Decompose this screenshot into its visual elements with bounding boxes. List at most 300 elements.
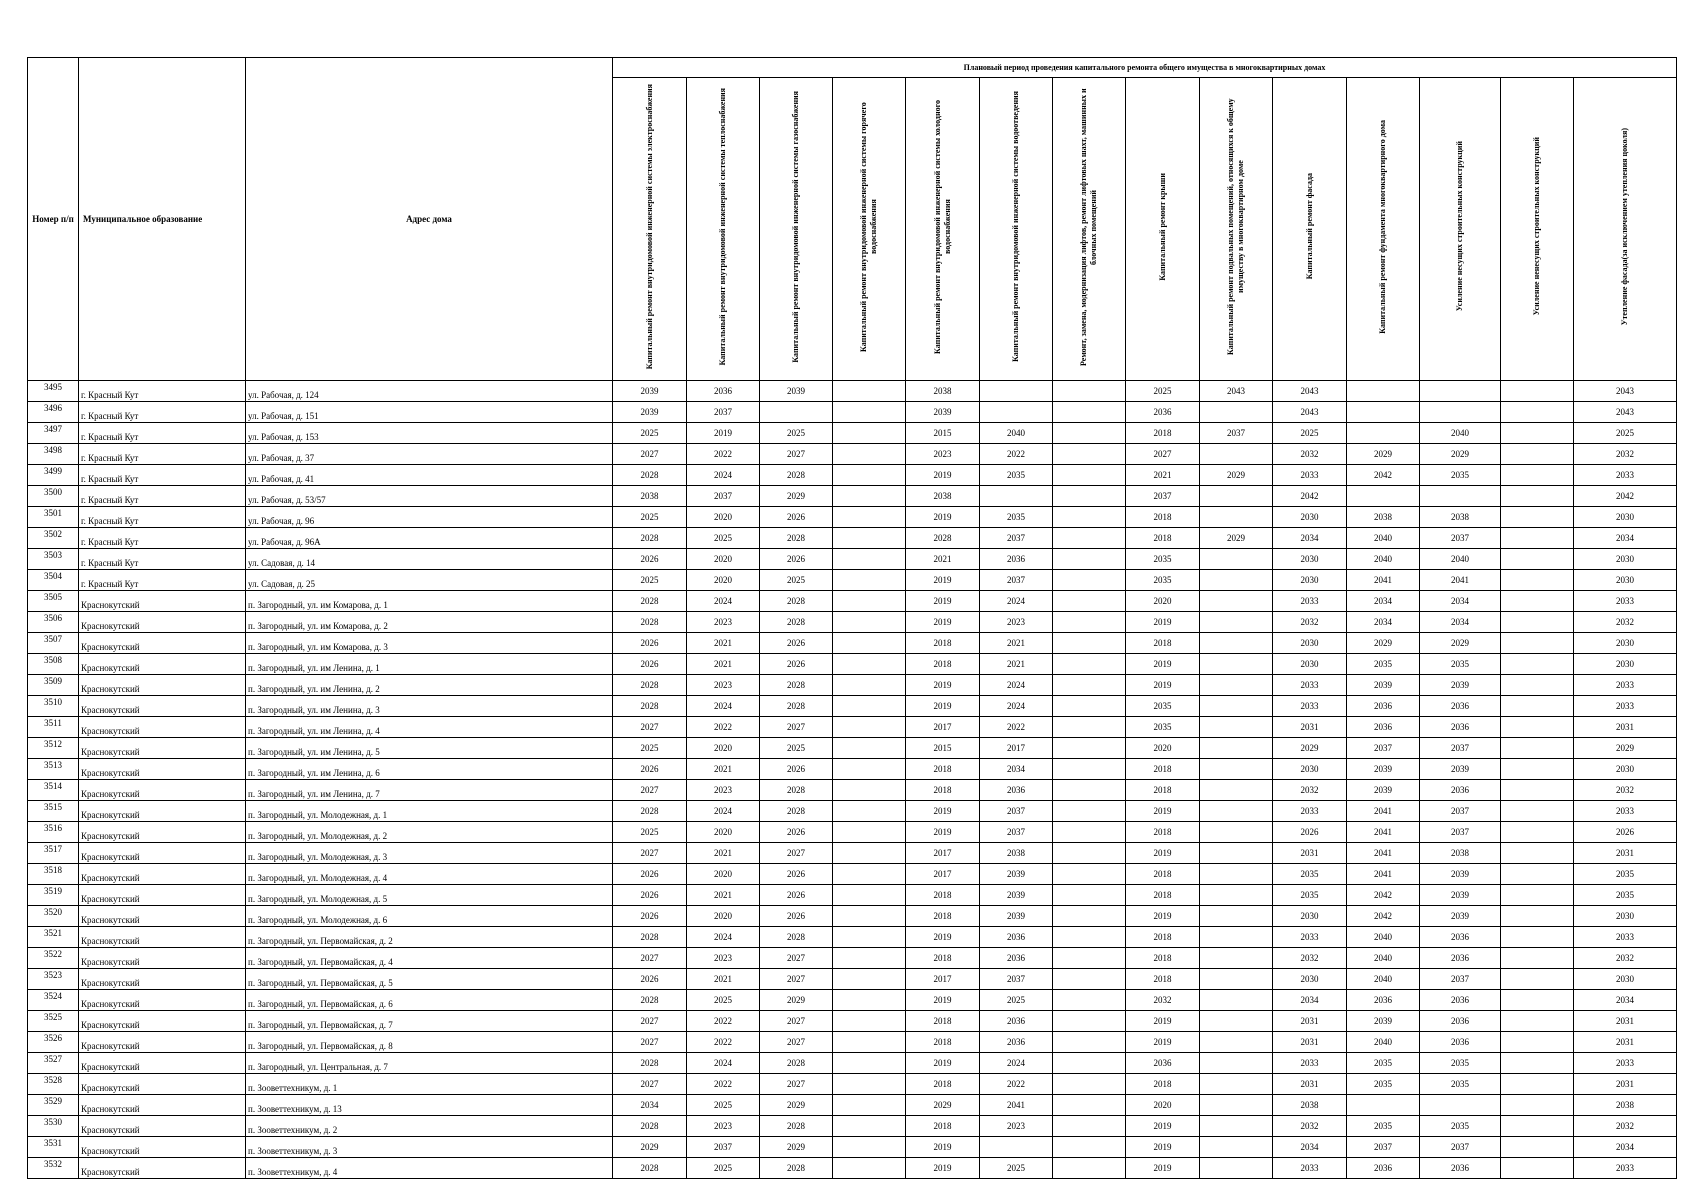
year-cell: 2036 xyxy=(980,948,1053,969)
year-cell: 2025 xyxy=(760,423,833,444)
year-cell: 2023 xyxy=(906,444,980,465)
year-cell: 2030 xyxy=(1273,906,1347,927)
municipality-cell: г. Красный Кут xyxy=(79,444,246,465)
row-number-cell: 3514 xyxy=(28,780,79,801)
year-cell: 2026 xyxy=(613,759,687,780)
year-cell xyxy=(1420,1095,1501,1116)
municipality-cell: Краснокутский xyxy=(79,990,246,1011)
municipality-cell: Краснокутский xyxy=(79,1095,246,1116)
year-cell: 2042 xyxy=(1347,906,1420,927)
year-cell: 2027 xyxy=(613,717,687,738)
year-cell xyxy=(833,738,906,759)
year-cell: 2037 xyxy=(1420,1137,1501,1158)
address-cell: п. Загородный, ул. им Ленина, д. 4 xyxy=(246,717,613,738)
year-cell: 2030 xyxy=(1273,507,1347,528)
year-cell: 2019 xyxy=(906,696,980,717)
year-cell xyxy=(1501,927,1574,948)
year-cell xyxy=(833,591,906,612)
year-cell xyxy=(833,969,906,990)
municipality-cell: г. Красный Кут xyxy=(79,507,246,528)
year-cell: 2028 xyxy=(760,1053,833,1074)
year-cell: 2035 xyxy=(1126,717,1200,738)
year-cell: 2019 xyxy=(906,801,980,822)
row-number-cell: 3523 xyxy=(28,969,79,990)
year-cell xyxy=(833,843,906,864)
year-cell: 2019 xyxy=(1126,654,1200,675)
address-cell: п. Загородный, ул. Первомайская, д. 6 xyxy=(246,990,613,1011)
year-cell: 2026 xyxy=(760,549,833,570)
year-cell xyxy=(833,717,906,738)
municipality-cell: г. Красный Кут xyxy=(79,486,246,507)
year-cell xyxy=(1053,612,1126,633)
row-number-cell: 3531 xyxy=(28,1137,79,1158)
header-col-label: Утепление фасада(за исключением утепления цоколя) xyxy=(1620,127,1629,326)
municipality-cell: Краснокутский xyxy=(79,591,246,612)
address-cell: ул. Рабочая, д. 53/57 xyxy=(246,486,613,507)
year-cell xyxy=(1200,906,1273,927)
year-cell xyxy=(1501,1095,1574,1116)
table-row xyxy=(28,486,1677,507)
year-cell: 2018 xyxy=(906,633,980,654)
year-cell: 2036 xyxy=(980,927,1053,948)
year-cell: 2026 xyxy=(1574,822,1677,843)
year-cell: 2036 xyxy=(687,381,760,402)
year-cell xyxy=(1420,402,1501,423)
year-cell: 2031 xyxy=(1273,1011,1347,1032)
year-cell: 2035 xyxy=(1420,1053,1501,1074)
year-cell: 2030 xyxy=(1574,549,1677,570)
year-cell: 2027 xyxy=(760,1011,833,1032)
year-cell xyxy=(833,1053,906,1074)
header-col-elevators xyxy=(1053,78,1126,381)
year-cell: 2024 xyxy=(980,696,1053,717)
year-cell xyxy=(1200,549,1273,570)
year-cell: 2019 xyxy=(906,1053,980,1074)
year-cell: 2018 xyxy=(906,906,980,927)
year-cell xyxy=(833,759,906,780)
year-cell: 2018 xyxy=(1126,885,1200,906)
year-cell: 2018 xyxy=(1126,822,1200,843)
year-cell: 2037 xyxy=(980,822,1053,843)
year-cell: 2029 xyxy=(760,1137,833,1158)
year-cell: 2029 xyxy=(760,990,833,1011)
year-cell: 2039 xyxy=(613,402,687,423)
year-cell: 2028 xyxy=(613,675,687,696)
row-number-cell: 3509 xyxy=(28,675,79,696)
header-col-label: Усиление несущих строительных конструкций xyxy=(1455,141,1464,312)
year-cell xyxy=(1501,1074,1574,1095)
year-cell: 2024 xyxy=(687,1053,760,1074)
address-cell: п. Зооветтехникум, д. 3 xyxy=(246,1137,613,1158)
year-cell: 2031 xyxy=(1273,843,1347,864)
year-cell xyxy=(1501,1011,1574,1032)
year-cell: 2030 xyxy=(1574,570,1677,591)
year-cell: 2038 xyxy=(1420,507,1501,528)
year-cell: 2031 xyxy=(1273,1032,1347,1053)
address-cell: п. Загородный, ул. им Ленина, д. 5 xyxy=(246,738,613,759)
row-number-cell: 3503 xyxy=(28,549,79,570)
year-cell: 2031 xyxy=(1273,717,1347,738)
year-cell: 2027 xyxy=(613,1074,687,1095)
table-row xyxy=(28,843,1677,864)
year-cell: 2036 xyxy=(1347,1158,1420,1179)
year-cell: 2032 xyxy=(1574,948,1677,969)
table-row xyxy=(28,1053,1677,1074)
year-cell: 2034 xyxy=(980,759,1053,780)
table-row xyxy=(28,570,1677,591)
row-number-cell: 3502 xyxy=(28,528,79,549)
year-cell xyxy=(760,402,833,423)
municipality-cell: Краснокутский xyxy=(79,1053,246,1074)
year-cell: 2028 xyxy=(613,1116,687,1137)
row-number-cell: 3528 xyxy=(28,1074,79,1095)
year-cell xyxy=(833,486,906,507)
year-cell xyxy=(1501,759,1574,780)
year-cell xyxy=(1200,633,1273,654)
year-cell xyxy=(1347,1095,1420,1116)
municipality-cell: Краснокутский xyxy=(79,738,246,759)
header-row-number: Номер п/п xyxy=(28,58,79,381)
year-cell: 2028 xyxy=(760,591,833,612)
table-row xyxy=(28,1032,1677,1053)
year-cell: 2033 xyxy=(1273,465,1347,486)
table-row xyxy=(28,822,1677,843)
address-cell: ул. Рабочая, д. 151 xyxy=(246,402,613,423)
year-cell: 2036 xyxy=(1420,717,1501,738)
year-cell: 2039 xyxy=(1347,1011,1420,1032)
table-row xyxy=(28,1116,1677,1137)
row-number-cell: 3525 xyxy=(28,1011,79,1032)
table-row xyxy=(28,675,1677,696)
address-cell: п. Загородный, ул. Молодежная, д. 6 xyxy=(246,906,613,927)
year-cell: 2033 xyxy=(1574,1053,1677,1074)
year-cell: 2038 xyxy=(980,843,1053,864)
address-cell: ул. Рабочая, д. 96А xyxy=(246,528,613,549)
year-cell xyxy=(833,402,906,423)
year-cell: 2042 xyxy=(1347,885,1420,906)
municipality-cell: Краснокутский xyxy=(79,1032,246,1053)
municipality-cell: Краснокутский xyxy=(79,717,246,738)
year-cell: 2022 xyxy=(980,1074,1053,1095)
year-cell: 2040 xyxy=(1347,948,1420,969)
address-cell: п. Загородный, ул. Первомайская, д. 2 xyxy=(246,927,613,948)
year-cell: 2030 xyxy=(1574,507,1677,528)
year-cell xyxy=(1501,381,1574,402)
year-cell: 2034 xyxy=(1273,528,1347,549)
year-cell: 2030 xyxy=(1574,654,1677,675)
header-col-label: Ремонт, замена, модернизация лифтов, ремонт лифтовых шахт, машинных и блочных помещений xyxy=(1079,87,1098,366)
year-cell xyxy=(1501,1032,1574,1053)
year-cell: 2027 xyxy=(760,1032,833,1053)
year-cell: 2037 xyxy=(980,969,1053,990)
year-cell: 2035 xyxy=(1420,1116,1501,1137)
municipality-cell: Краснокутский xyxy=(79,1116,246,1137)
address-cell: п. Загородный, ул. Первомайская, д. 5 xyxy=(246,969,613,990)
year-cell: 2026 xyxy=(760,633,833,654)
header-address: Адрес дома xyxy=(246,58,613,381)
year-cell: 2043 xyxy=(1200,381,1273,402)
year-cell xyxy=(1347,402,1420,423)
year-cell: 2036 xyxy=(1420,696,1501,717)
year-cell: 2022 xyxy=(980,444,1053,465)
year-cell: 2035 xyxy=(1420,654,1501,675)
table-row xyxy=(28,885,1677,906)
year-cell xyxy=(833,654,906,675)
year-cell: 2025 xyxy=(980,1158,1053,1179)
year-cell: 2027 xyxy=(1126,444,1200,465)
year-cell: 2031 xyxy=(1574,1074,1677,1095)
year-cell: 2034 xyxy=(1273,1137,1347,1158)
address-cell: ул. Садовая, д. 14 xyxy=(246,549,613,570)
year-cell: 2041 xyxy=(1347,801,1420,822)
year-cell: 2015 xyxy=(906,423,980,444)
header-col-facade-insulation xyxy=(1574,78,1677,381)
year-cell: 2025 xyxy=(687,1095,760,1116)
year-cell: 2033 xyxy=(1273,1053,1347,1074)
year-cell xyxy=(833,948,906,969)
capital-repair-schedule-table xyxy=(27,57,1677,1179)
table-row xyxy=(28,612,1677,633)
year-cell xyxy=(1501,1158,1574,1179)
year-cell xyxy=(833,906,906,927)
year-cell xyxy=(833,1074,906,1095)
year-cell: 2019 xyxy=(1126,906,1200,927)
year-cell: 2025 xyxy=(1574,423,1677,444)
row-number-cell: 3517 xyxy=(28,843,79,864)
municipality-cell: Краснокутский xyxy=(79,843,246,864)
year-cell xyxy=(833,1032,906,1053)
year-cell: 2018 xyxy=(1126,969,1200,990)
year-cell: 2037 xyxy=(1420,801,1501,822)
year-cell: 2030 xyxy=(1273,759,1347,780)
year-cell: 2029 xyxy=(1574,738,1677,759)
year-cell: 2028 xyxy=(760,528,833,549)
year-cell: 2034 xyxy=(1574,528,1677,549)
year-cell: 2018 xyxy=(906,1116,980,1137)
header-col-basement xyxy=(1200,78,1273,381)
year-cell: 2033 xyxy=(1574,591,1677,612)
year-cell: 2028 xyxy=(613,1158,687,1179)
year-cell: 2027 xyxy=(760,717,833,738)
year-cell xyxy=(1053,759,1126,780)
year-cell: 2026 xyxy=(613,864,687,885)
row-number-cell: 3519 xyxy=(28,885,79,906)
year-cell: 2020 xyxy=(687,864,760,885)
year-cell xyxy=(833,444,906,465)
table-row xyxy=(28,1074,1677,1095)
municipality-cell: Краснокутский xyxy=(79,654,246,675)
year-cell xyxy=(1501,948,1574,969)
year-cell xyxy=(1053,1116,1126,1137)
year-cell: 2018 xyxy=(1126,948,1200,969)
year-cell: 2033 xyxy=(1574,675,1677,696)
address-cell: п. Загородный, ул. Молодежная, д. 1 xyxy=(246,801,613,822)
year-cell: 2030 xyxy=(1273,549,1347,570)
table-row xyxy=(28,591,1677,612)
year-cell: 2037 xyxy=(1420,822,1501,843)
table-row xyxy=(28,528,1677,549)
table-row xyxy=(28,507,1677,528)
year-cell: 2036 xyxy=(980,1032,1053,1053)
year-cell: 2042 xyxy=(1574,486,1677,507)
municipality-cell: г. Красный Кут xyxy=(79,549,246,570)
row-number-cell: 3507 xyxy=(28,633,79,654)
address-cell: ул. Рабочая, д. 124 xyxy=(246,381,613,402)
year-cell xyxy=(833,507,906,528)
year-cell xyxy=(1200,402,1273,423)
year-cell: 2029 xyxy=(906,1095,980,1116)
year-cell xyxy=(1200,1137,1273,1158)
year-cell xyxy=(833,1095,906,1116)
year-cell: 2031 xyxy=(1574,843,1677,864)
year-cell: 2041 xyxy=(1347,864,1420,885)
year-cell: 2036 xyxy=(1420,1011,1501,1032)
year-cell: 2032 xyxy=(1273,780,1347,801)
year-cell xyxy=(1200,969,1273,990)
year-cell: 2024 xyxy=(687,465,760,486)
year-cell: 2026 xyxy=(760,654,833,675)
address-cell: п. Загородный, ул. Первомайская, д. 8 xyxy=(246,1032,613,1053)
address-cell: ул. Садовая, д. 25 xyxy=(246,570,613,591)
year-cell: 2018 xyxy=(1126,528,1200,549)
year-cell: 2022 xyxy=(687,1074,760,1095)
year-cell xyxy=(1501,591,1574,612)
header-col-label: Усиление ненесущих строительных конструкций xyxy=(1532,137,1541,316)
year-cell xyxy=(1501,1053,1574,1074)
year-cell: 2019 xyxy=(1126,1158,1200,1179)
year-cell: 2033 xyxy=(1574,465,1677,486)
address-cell: ул. Рабочая, д. 37 xyxy=(246,444,613,465)
year-cell xyxy=(833,1137,906,1158)
address-cell: п. Загородный, ул. им Ленина, д. 2 xyxy=(246,675,613,696)
year-cell xyxy=(1501,717,1574,738)
year-cell: 2019 xyxy=(906,675,980,696)
municipality-cell: Краснокутский xyxy=(79,864,246,885)
year-cell: 2021 xyxy=(687,633,760,654)
year-cell xyxy=(1200,507,1273,528)
year-cell xyxy=(833,675,906,696)
municipality-cell: Краснокутский xyxy=(79,822,246,843)
year-cell: 2028 xyxy=(613,612,687,633)
row-number-cell: 3532 xyxy=(28,1158,79,1179)
year-cell: 2032 xyxy=(1273,948,1347,969)
year-cell: 2036 xyxy=(1420,990,1501,1011)
year-cell: 2026 xyxy=(613,549,687,570)
year-cell: 2028 xyxy=(760,927,833,948)
row-number-cell: 3516 xyxy=(28,822,79,843)
year-cell: 2036 xyxy=(980,1011,1053,1032)
table-row xyxy=(28,423,1677,444)
year-cell: 2021 xyxy=(687,759,760,780)
year-cell xyxy=(1200,570,1273,591)
year-cell: 2033 xyxy=(1273,927,1347,948)
year-cell: 2027 xyxy=(613,843,687,864)
header-col-cold-water xyxy=(906,78,980,381)
municipality-cell: Краснокутский xyxy=(79,1137,246,1158)
year-cell: 2038 xyxy=(1273,1095,1347,1116)
header-col-electricity xyxy=(613,78,687,381)
year-cell: 2019 xyxy=(906,1137,980,1158)
year-cell: 2034 xyxy=(1273,990,1347,1011)
year-cell xyxy=(1200,591,1273,612)
year-cell: 2030 xyxy=(1273,633,1347,654)
year-cell xyxy=(833,381,906,402)
year-cell xyxy=(1200,1116,1273,1137)
header-col-load-bearing xyxy=(1420,78,1501,381)
year-cell xyxy=(1200,696,1273,717)
year-cell xyxy=(1501,780,1574,801)
year-cell: 2019 xyxy=(906,822,980,843)
year-cell: 2040 xyxy=(1347,927,1420,948)
year-cell: 2043 xyxy=(1574,381,1677,402)
row-number-cell: 3520 xyxy=(28,906,79,927)
year-cell xyxy=(1200,864,1273,885)
municipality-cell: г. Красный Кут xyxy=(79,465,246,486)
year-cell xyxy=(1501,675,1574,696)
year-cell: 2033 xyxy=(1273,696,1347,717)
year-cell: 2035 xyxy=(1347,1053,1420,1074)
municipality-cell: Краснокутский xyxy=(79,1011,246,1032)
year-cell xyxy=(1053,696,1126,717)
municipality-cell: Краснокутский xyxy=(79,801,246,822)
year-cell: 2034 xyxy=(1574,990,1677,1011)
year-cell: 2019 xyxy=(906,507,980,528)
year-cell xyxy=(1501,402,1574,423)
year-cell: 2033 xyxy=(1574,1158,1677,1179)
year-cell: 2030 xyxy=(1273,570,1347,591)
year-cell xyxy=(1053,1158,1126,1179)
year-cell xyxy=(1053,1011,1126,1032)
year-cell: 2019 xyxy=(1126,843,1200,864)
row-number-cell: 3510 xyxy=(28,696,79,717)
table-row xyxy=(28,696,1677,717)
header-col-drainage xyxy=(980,78,1053,381)
year-cell xyxy=(1200,948,1273,969)
year-cell xyxy=(1501,528,1574,549)
row-number-cell: 3499 xyxy=(28,465,79,486)
year-cell: 2030 xyxy=(1273,969,1347,990)
year-cell: 2043 xyxy=(1273,402,1347,423)
table-row xyxy=(28,1158,1677,1179)
municipality-cell: г. Красный Кут xyxy=(79,402,246,423)
year-cell: 2029 xyxy=(1200,528,1273,549)
year-cell xyxy=(1501,738,1574,759)
year-cell xyxy=(1200,1011,1273,1032)
year-cell: 2035 xyxy=(1347,1116,1420,1137)
header-col-label: Капитальный ремонт внутридомовой инженерной системы горячего водоснабжения xyxy=(859,101,878,352)
table-row xyxy=(28,717,1677,738)
year-cell: 2022 xyxy=(687,444,760,465)
year-cell xyxy=(1053,654,1126,675)
year-cell: 2035 xyxy=(1420,465,1501,486)
year-cell: 2035 xyxy=(1126,549,1200,570)
year-cell xyxy=(1501,654,1574,675)
year-cell xyxy=(1501,843,1574,864)
year-cell: 2027 xyxy=(613,1032,687,1053)
row-number-cell: 3527 xyxy=(28,1053,79,1074)
year-cell: 2036 xyxy=(1420,927,1501,948)
year-cell: 2026 xyxy=(1273,822,1347,843)
year-cell: 2036 xyxy=(1347,990,1420,1011)
row-number-cell: 3508 xyxy=(28,654,79,675)
address-cell: ул. Рабочая, д. 41 xyxy=(246,465,613,486)
year-cell xyxy=(1501,1116,1574,1137)
year-cell xyxy=(1053,843,1126,864)
year-cell xyxy=(1501,906,1574,927)
year-cell: 2027 xyxy=(760,1074,833,1095)
year-cell xyxy=(1053,1053,1126,1074)
year-cell: 2035 xyxy=(1347,1074,1420,1095)
